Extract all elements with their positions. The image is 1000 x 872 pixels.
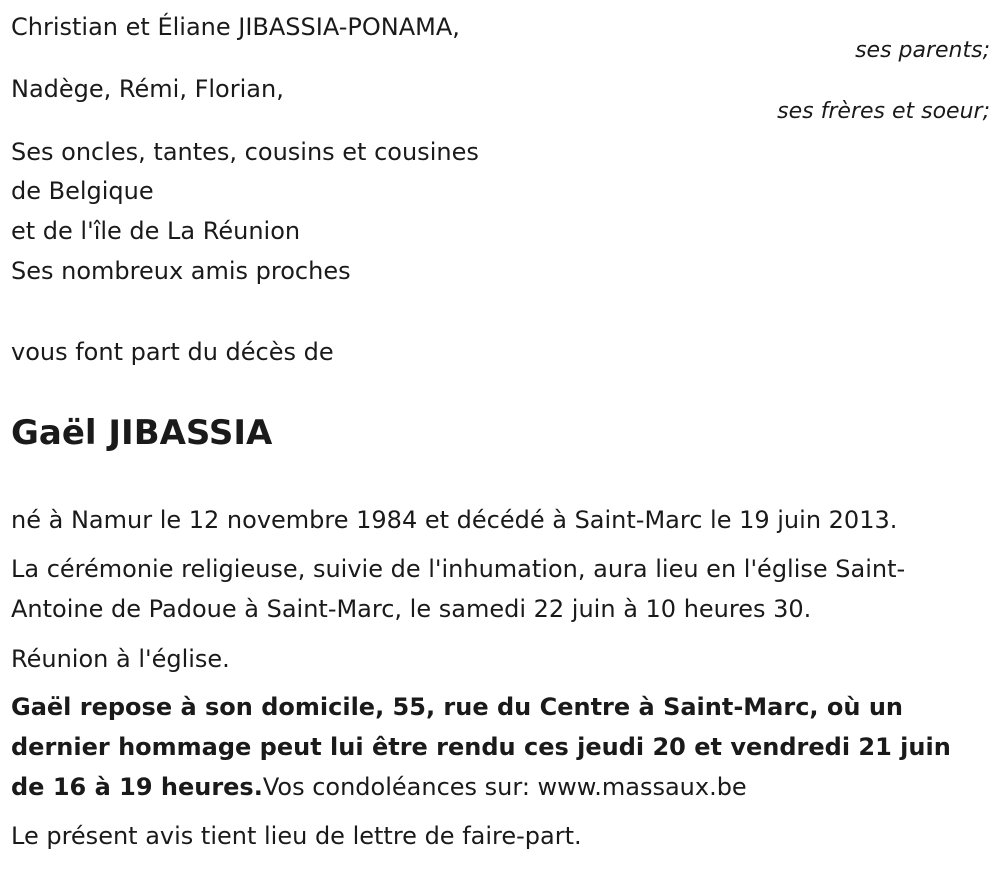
wake-line-1: Gaël repose à son domicile, 55, rue du Centre à Saint-Marc, où un — [11, 693, 904, 721]
condolences: Vos condoléances sur: www.massaux.be — [262, 773, 747, 801]
relatives-line-3: et de l'île de La Réunion — [11, 217, 301, 245]
ceremony-line-1: La cérémonie religieuse, suivie de l'inhumation, aura lieu en l'église Saint- — [11, 555, 906, 583]
deceased-name: Gaël JIBASSIA — [11, 413, 273, 453]
wake-line-2: dernier hommage peut lui être rendu ces jeudi 20 et vendredi 21 juin — [11, 733, 951, 761]
siblings-role: ses frères et soeur; — [777, 99, 990, 124]
siblings-names: Nadège, Rémi, Florian, — [11, 75, 284, 103]
friends-line: Ses nombreux amis proches — [11, 257, 351, 285]
parents-names: Christian et Éliane JIBASSIA-PONAMA, — [11, 13, 460, 41]
birth-death: né à Namur le 12 novembre 1984 et décédé à Saint-Marc le 19 juin 2013. — [11, 506, 898, 534]
notice: Le présent avis tient lieu de lettre de faire-part. — [11, 822, 582, 850]
announcement: vous font part du décès de — [11, 338, 334, 366]
wake-line-3: de 16 à 19 heures. — [11, 773, 263, 801]
ceremony-line-2: Antoine de Padoue à Saint-Marc, le samedi 22 juin à 10 heures 30. — [11, 595, 812, 623]
relatives-line-2: de Belgique — [11, 177, 154, 205]
parents-role: ses parents; — [855, 38, 990, 63]
reunion: Réunion à l'église. — [11, 645, 230, 673]
wake-line-3-row — [11, 772, 747, 802]
relatives-line-1: Ses oncles, tantes, cousins et cousines — [11, 138, 479, 166]
